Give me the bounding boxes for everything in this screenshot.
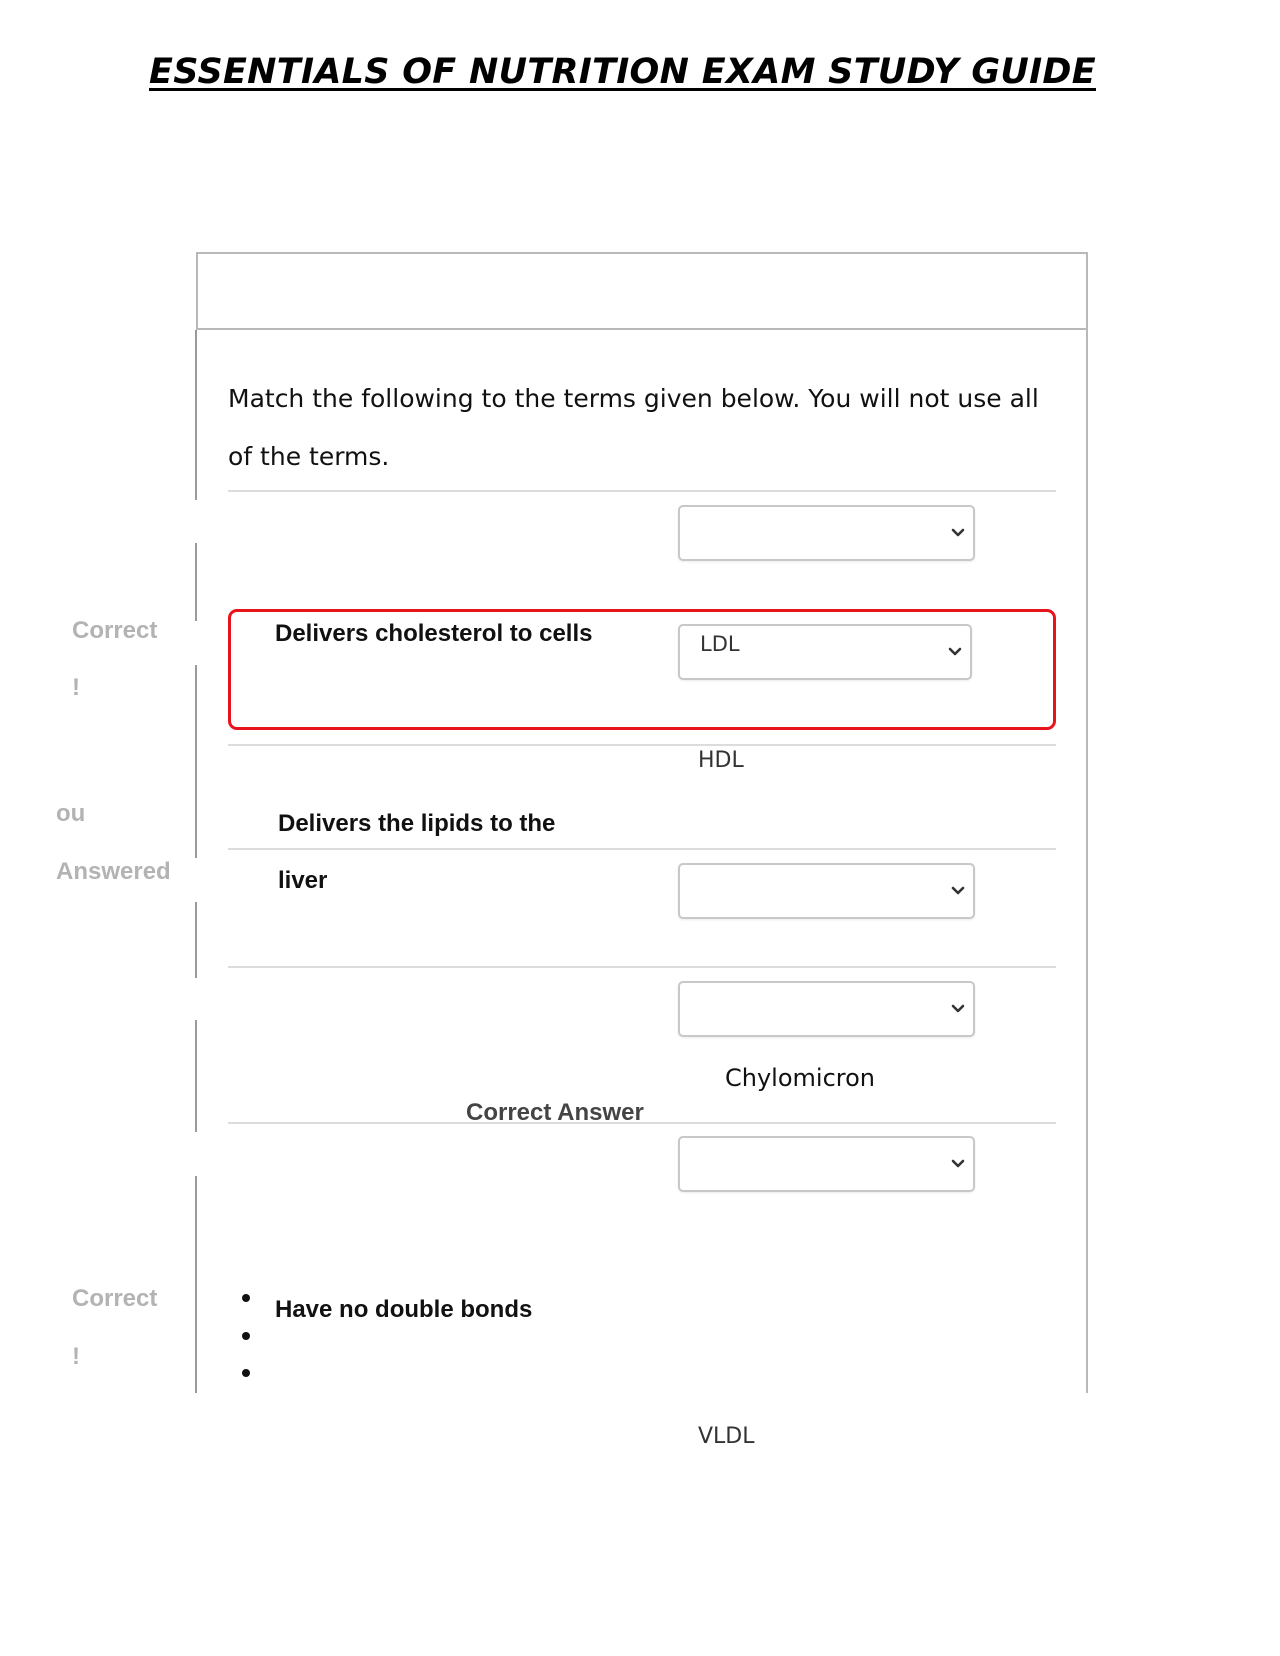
- quiz-header-frame: [196, 252, 1088, 330]
- correct-label-mark: !: [72, 1343, 80, 1370]
- correct-answer-label: Correct Answer: [466, 1099, 644, 1126]
- answer-term-hdl: HDL: [698, 748, 744, 773]
- quiz-frame-left-border: [195, 902, 197, 978]
- row-divider: [228, 966, 1056, 968]
- question-prompt: Delivers cholesterol to cells: [275, 620, 593, 647]
- bullet-item-text: Have no double bonds: [275, 1296, 533, 1323]
- chevron-down-icon: [951, 528, 965, 538]
- quiz-frame-right-border: [1086, 330, 1088, 1393]
- you-answered-label: ou: [56, 800, 86, 827]
- answer-select-value: LDL: [700, 632, 740, 656]
- answer-select-3[interactable]: [678, 863, 975, 919]
- you-answered-label: Answered: [56, 858, 171, 885]
- bullet-dot: [242, 1294, 250, 1302]
- quiz-frame-left-border: [195, 1020, 197, 1132]
- bullet-dot: [242, 1369, 250, 1377]
- bullet-dot: [242, 1332, 250, 1340]
- answer-select-1[interactable]: [678, 505, 975, 561]
- row-divider: [228, 490, 1056, 492]
- answer-term-vldl: VLDL: [698, 1424, 755, 1449]
- chevron-down-icon: [951, 1159, 965, 1169]
- quiz-instructions: Match the following to the terms given below. You will not use all of the terms.: [228, 384, 1039, 471]
- answer-select-4[interactable]: [678, 981, 975, 1037]
- answer-select-2[interactable]: [678, 624, 972, 680]
- answer-term-chylomicron: Chylomicron: [725, 1064, 875, 1092]
- quiz-frame-left-border: [195, 665, 197, 858]
- quiz-frame-left-border: [195, 1176, 197, 1393]
- answer-select-5[interactable]: [678, 1136, 975, 1192]
- correct-label-mark: !: [72, 674, 80, 701]
- chevron-down-icon: [951, 1004, 965, 1014]
- quiz-frame-left-border: [195, 543, 197, 621]
- row-divider: [228, 744, 1056, 746]
- correct-label: Correct: [72, 617, 158, 644]
- page-title: ESSENTIALS OF NUTRITION EXAM STUDY GUIDE: [149, 52, 1096, 92]
- correct-label: Correct: [72, 1285, 158, 1312]
- quiz-frame-left-border: [195, 330, 197, 500]
- chevron-down-icon: [951, 886, 965, 896]
- question-prompt: Delivers the lipids to the liver: [278, 810, 556, 894]
- chevron-down-icon: [948, 647, 962, 657]
